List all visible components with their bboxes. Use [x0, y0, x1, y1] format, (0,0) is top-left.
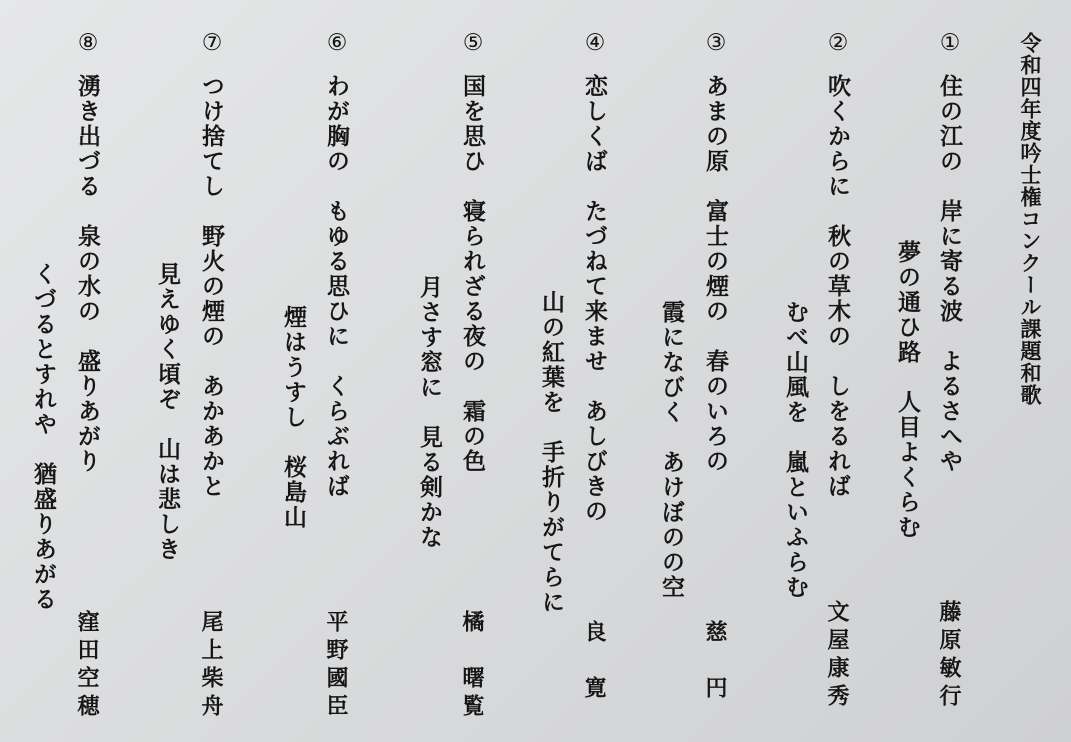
- poem-line-lower: 見えゆく頃ぞ 山は悲しき: [154, 262, 181, 562]
- poem-line-upper: 湧き出づる 泉の水の 盛りあがり: [74, 74, 101, 474]
- poem-author: 平野國臣: [323, 610, 349, 722]
- poem-author: 慈 円: [702, 620, 728, 704]
- poem-line-upper: わが胸の もゆる思ひに くらぶれば: [323, 74, 350, 499]
- poem-line-upper: 恋しくば たづねて来ませ あしびきの: [581, 74, 608, 524]
- poem-line-upper: 国を思ひ 寝られざる夜の 霜の色: [459, 74, 486, 474]
- poem-line-lower: むべ山風を 嵐といふらむ: [782, 300, 809, 600]
- poem-number: ⑧: [75, 30, 101, 56]
- poem-author: 文屋康秀: [824, 600, 850, 712]
- poem-number: ④: [582, 30, 608, 56]
- poem-line-upper: あまの原 富士の煙の 春のいろの: [702, 74, 729, 474]
- poem-line-lower: 霞になびく あけぼのの空: [658, 300, 685, 600]
- document-title: 令和四年度吟士権コンクール課題和歌: [1018, 32, 1043, 406]
- poem-line-upper: 住の江の 岸に寄る波 よるさへや: [936, 74, 963, 474]
- poem-line-upper: 吹くからに 秋の草木の しをるれば: [824, 74, 851, 499]
- poem-line-upper: つけ捨てし 野火の煙の あかあかと: [198, 74, 225, 499]
- poem-number: ⑥: [324, 30, 350, 56]
- poem-author: 窪田空穂: [74, 610, 100, 722]
- poem-author: 藤原敏行: [936, 600, 962, 712]
- poem-author: 橘 曙覧: [459, 610, 485, 722]
- poem-line-lower: 月さす窓に 見る剣かな: [416, 275, 443, 550]
- poem-number: ①: [937, 30, 963, 56]
- poem-number: ③: [703, 30, 729, 56]
- poem-line-lower: くづるとすれや 猶盛りあがる: [30, 262, 57, 612]
- poem-author: 良 寛: [581, 620, 607, 704]
- poem-number: ⑤: [460, 30, 486, 56]
- poem-line-lower: 煙はうすし 桜島山: [280, 305, 307, 530]
- poem-line-lower: 山の紅葉を 手折りがてらに: [538, 290, 565, 615]
- poem-line-lower: 夢の通ひ路 人目よくらむ: [894, 240, 921, 540]
- poem-number: ⑦: [199, 30, 225, 56]
- poem-number: ②: [825, 30, 851, 56]
- poem-author: 尾上柴舟: [198, 610, 224, 722]
